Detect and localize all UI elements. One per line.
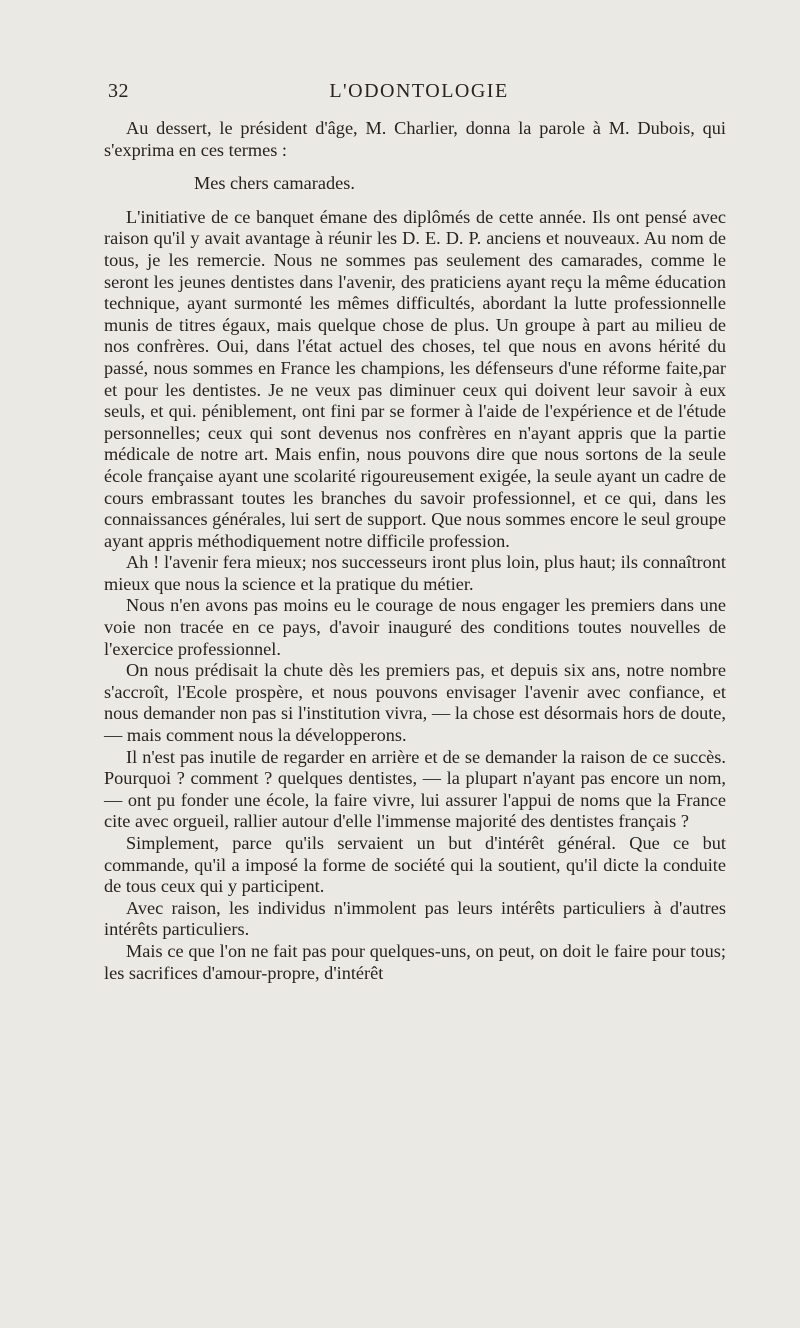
speech-paragraph: Simplement, parce qu'ils servaient un but d'intérêt général. Que ce but commande, qu'il a imposé la forme de société qui la soutient, qu'il dicte la conduite de tous ceux qui y participent. [104, 833, 726, 897]
page-header [108, 80, 730, 108]
speech-paragraph: Ah ! l'avenir fera mieux; nos successeurs iront plus loin, plus haut; ils connaîtront mieux que nous la science et la pratique du métier. [104, 552, 726, 594]
speech-paragraph: Nous n'en avons pas moins eu le courage de nous engager les premiers dans une voie non tracée en ce pays, d'avoir inauguré des conditions toutes nouvelles de l'exercice professionnel. [104, 595, 726, 659]
speech-paragraph: L'initiative de ce banquet émane des diplômés de cette année. Ils ont pensé avec raison qu'il y avait avantage à réunir les D. E. D. P. anciens et nouveaux. Au nom de tous, je les remercie. Nous ne sommes pas seulement des camarades, comme le seront les jeunes dentistes dans l'avenir, des praticiens ayant reçu la même éducation technique, ayant surmonté les mêmes difficultés, abordant la lutte professionnelle munis de titres égaux, mais quelque chose de plus. Un groupe à part au milieu de nos confrères. Oui, dans l'état actuel des choses, tel que nous en avons hérité du passé, nous sommes en France les champions, les défenseurs d'une réforme faite,par et pour les dentistes. Je ne veux pas diminuer ceux qui doivent leur savoir à eux seuls, et qui. péniblement, ont fini par se former à l'aide de l'expérience et de l'étude personnelles; ceux qui sont devenus nos confrères en n'ayant appris que la partie médicale de notre art. Mais enfin, nous pouvons dire que nous sortons de la seule école française ayant une scolarité rigoureusement exigée, la seule ayant un cadre de cours embrassant toutes les branches du savoir professionnel, et ce qui, dans les connaissances générales, lui sert de support. Que nous sommes encore le seul groupe ayant appris méthodiquement notre difficile profession. [104, 206, 726, 551]
running-title: L'ODONTOLOGIE [329, 80, 509, 102]
intro-paragraph: Au dessert, le président d'âge, M. Charlier, donna la parole à M. Dubois, qui s'exprima en ces termes : [104, 118, 726, 160]
speech-paragraph: On nous prédisait la chute dès les premiers pas, et depuis six ans, notre nombre s'accroît, l'Ecole prospère, et nous pouvons envisager l'avenir avec confiance, et nous demander non pas si l'institution vivra, — la chose est désormais hors de doute, — mais comment nous la développerons. [104, 660, 726, 746]
article-body [104, 118, 726, 984]
speech-paragraph: Avec raison, les individus n'immolent pas leurs intérêts particuliers à d'autres intérêts particuliers. [104, 897, 726, 940]
page-number: 32 [108, 80, 129, 102]
speech-paragraph: Il n'est pas inutile de regarder en arrière et de se demander la raison de ce succès. Pourquoi ? comment ? quelques dentistes, — la plupart n'ayant pas encore un nom, — ont pu fonder une école, la faire vivre, lui assurer l'appui de noms que la France cite avec orgueil, rallier autour d'elle l'immense majorité des dentistes français ? [104, 746, 726, 832]
speech-paragraph: Mais ce que l'on ne fait pas pour quelques-uns, on peut, on doit le faire pour tous; les sacrifices d'amour-propre, d'intérêt [104, 940, 726, 983]
salutation: Mes chers camarades. [194, 173, 355, 194]
